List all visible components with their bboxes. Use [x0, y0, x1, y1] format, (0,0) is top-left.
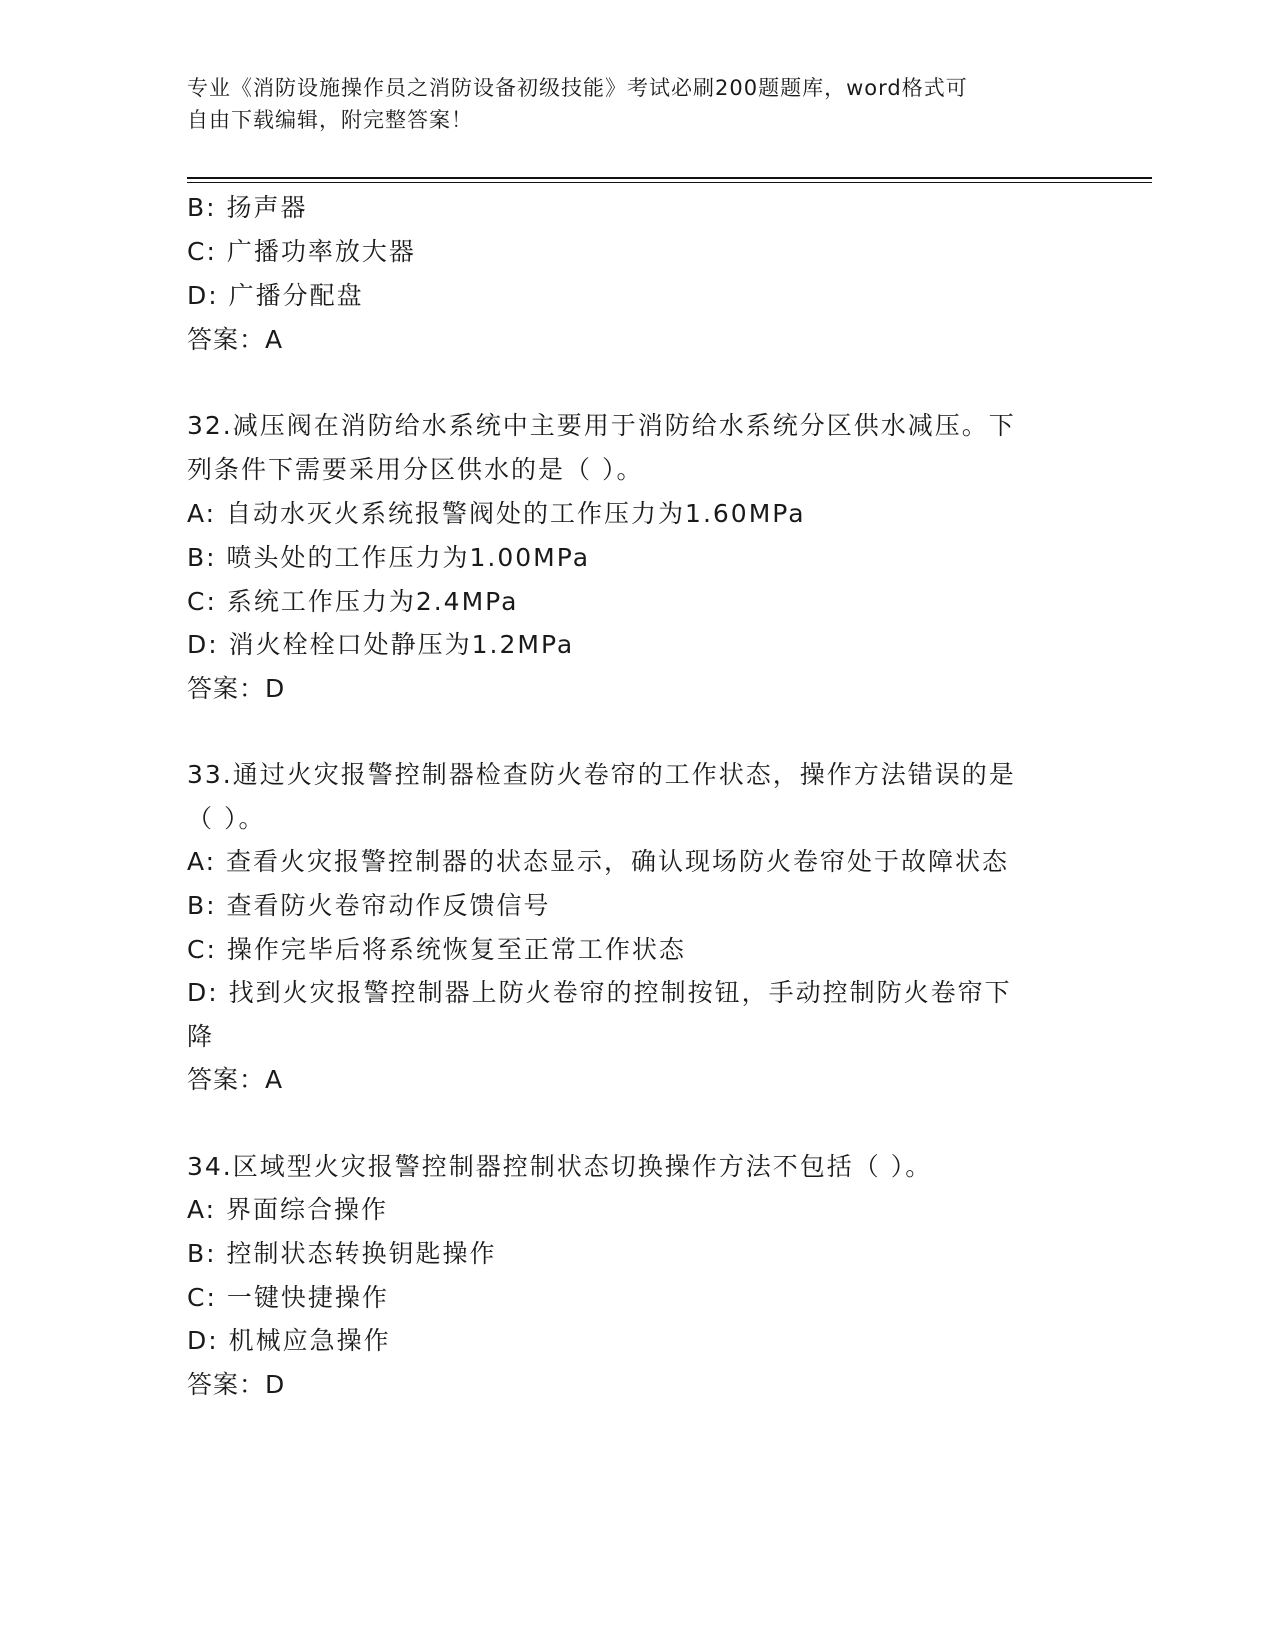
header-divider-thick [187, 177, 1152, 179]
q33-stem-line-2: （ ）。 [187, 804, 266, 833]
q31-answer: 答案：A [187, 325, 284, 354]
q33-stem-line-1: 33.通过火灾报警控制器检查防火卷帘的工作状态，操作方法错误的是 [187, 760, 1016, 789]
header-line-2: 自由下载编辑，附完整答案！ [187, 108, 473, 132]
q32-option-a: A: 自动水灭火系统报警阀处的工作压力为1.60MPa [187, 499, 806, 528]
q34-option-a: A: 界面综合操作 [187, 1195, 389, 1224]
q33-option-c: C: 操作完毕后将系统恢复至正常工作状态 [187, 935, 686, 964]
q34-stem: 34.区域型火灾报警控制器控制状态切换操作方法不包括（ ）。 [187, 1152, 933, 1181]
q31-option-c: C: 广播功率放大器 [187, 237, 416, 266]
q33-option-b: B: 查看防火卷帘动作反馈信号 [187, 891, 551, 920]
q33-answer: 答案：A [187, 1065, 284, 1094]
q31-option-d: D: 广播分配盘 [187, 281, 364, 310]
q32-stem-line-1: 32.减压阀在消防给水系统中主要用于消防给水系统分区供水减压。下 [187, 411, 1016, 440]
q34-option-b: B: 控制状态转换钥匙操作 [187, 1239, 497, 1268]
q32-option-d: D: 消火栓栓口处静压为1.2MPa [187, 630, 575, 659]
q32-stem-line-2: 列条件下需要采用分区供水的是（ ）。 [187, 455, 644, 484]
document-header [187, 72, 1067, 136]
q32-option-b: B: 喷头处的工作压力为1.00MPa [187, 543, 591, 572]
q33-option-a: A: 查看火灾报警控制器的状态显示，确认现场防火卷帘处于故障状态 [187, 847, 1010, 876]
q32-answer: 答案：D [187, 674, 286, 703]
q33-option-d-line-1: D: 找到火灾报警控制器上防火卷帘的控制按钮，手动控制防火卷帘下 [187, 978, 1012, 1007]
q31-option-b: B: 扬声器 [187, 193, 308, 222]
header-line-1: 专业《消防设施操作员之消防设备初级技能》考试必刷200题题库，word格式可 [187, 76, 968, 100]
header-divider-thin [187, 182, 1152, 183]
q34-answer: 答案：D [187, 1370, 286, 1399]
q33-option-d-line-2: 降 [187, 1022, 215, 1051]
q34-option-d: D: 机械应急操作 [187, 1326, 391, 1355]
q34-option-c: C: 一键快捷操作 [187, 1283, 389, 1312]
q32-option-c: C: 系统工作压力为2.4MPa [187, 587, 519, 616]
